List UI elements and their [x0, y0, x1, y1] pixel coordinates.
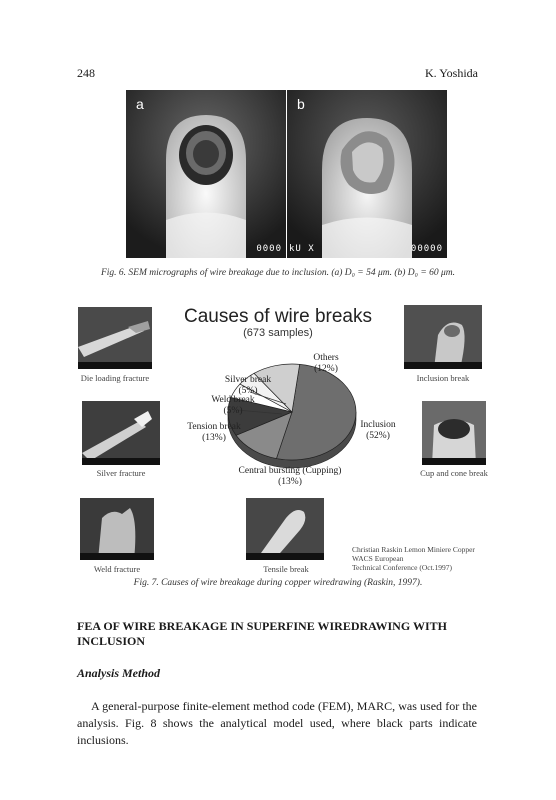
- pie-label-weld-pct: (5%): [223, 406, 243, 416]
- pie-label-tension-pct: (13%): [202, 433, 226, 443]
- pie-label-silver-pct: (5%): [238, 386, 258, 396]
- pie-label-inclusion: [350, 420, 406, 442]
- section-subheading: Analysis Method: [77, 666, 161, 680]
- scale-bar-b: kU X: [289, 244, 315, 254]
- label-silver-fracture: Silver fracture: [96, 468, 146, 478]
- pie-label-central-bursting-pct: (13%): [278, 477, 302, 487]
- pie-label-weld: [200, 395, 266, 417]
- label-weld-fracture: Weld fracture: [93, 564, 141, 574]
- body-paragraph: A general-purpose finite-element method code (FEM), MARC, was used for the analysis. Fig. 8 shows the analytical model used, where black parts indicate inclusions.: [77, 699, 477, 747]
- credit-line-1: Christian Raskin Lemon Miniere Copper: [352, 545, 475, 554]
- pie-label-tension: [174, 422, 254, 444]
- credit-line-3: Technical Conference (Oct.1997): [352, 563, 453, 572]
- pie-label-central-bursting: [220, 466, 360, 488]
- figure7-caption: Fig. 7. Causes of wire breakage during copper wiredrawing (Raskin, 1997).: [133, 578, 423, 588]
- pie-label-central-bursting-name: Central bursting (Cupping): [238, 466, 342, 476]
- section-heading: FEA OF WIRE BREAKAGE IN SUPERFINE WIREDRAWING WITH INCLUSION: [77, 619, 447, 648]
- label-tensile-break: Tensile break: [263, 564, 309, 574]
- pie-label-others-name: Others: [313, 353, 339, 363]
- pie-label-others-pct: (12%): [314, 364, 338, 374]
- pie-label-inclusion-pct: (52%): [366, 431, 390, 441]
- chart-subtitle: (673 samples): [243, 327, 313, 339]
- pie-label-weld-name: Weld break: [211, 395, 255, 405]
- pie-label-tension-name: Tension break: [187, 422, 241, 432]
- running-author: K. Yoshida: [424, 66, 478, 80]
- figure6-caption: Fig. 6. SEM micrographs of wire breakage due to inclusion. (a) D₀ = 54 μm. (b) D₀ = 60 μm.: [100, 268, 456, 278]
- credit-line-2: WACS European: [352, 554, 404, 563]
- scale-bar-a: 0000: [256, 244, 282, 254]
- pie-label-silver: [214, 375, 282, 397]
- panel-label-b: b: [297, 96, 305, 112]
- pie-label-silver-name: Silver break: [224, 375, 272, 385]
- label-die-loading: Die loading fracture: [80, 373, 150, 383]
- figure7-credit: [352, 545, 512, 572]
- scale-bar-b-digits: 00000: [410, 244, 443, 254]
- pie-label-others: [296, 353, 356, 375]
- page-number: 248: [77, 66, 95, 80]
- chart-title: Causes of wire breaks: [184, 306, 372, 327]
- label-inclusion-break: Inclusion break: [416, 373, 470, 383]
- label-cup-cone: Cup and cone break: [420, 468, 488, 478]
- panel-label-a: a: [136, 96, 144, 112]
- pie-label-inclusion-name: Inclusion: [360, 420, 396, 430]
